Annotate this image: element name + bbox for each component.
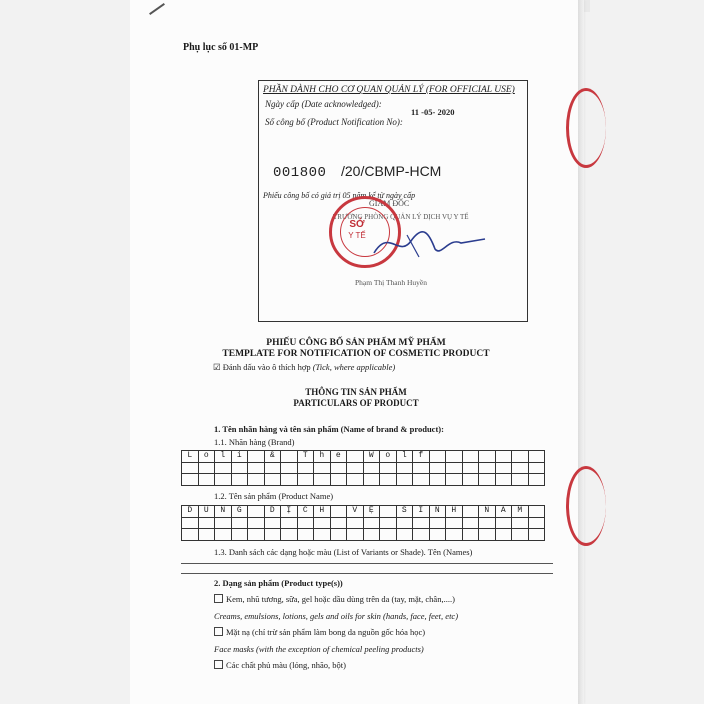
grid-cell (215, 474, 232, 486)
product-char (248, 506, 265, 518)
grid-cell (264, 517, 281, 529)
brand-char: i (231, 451, 248, 463)
brand-char: l (215, 451, 232, 463)
signature-icon (369, 223, 489, 263)
grid-cell (347, 529, 364, 541)
checkbox-tints[interactable] (214, 660, 223, 669)
grid-cell (512, 451, 529, 463)
grid-cell (198, 517, 215, 529)
grid-cell (495, 529, 512, 541)
grid-cell (495, 517, 512, 529)
grid-cell (479, 529, 496, 541)
option-creams-vn (214, 594, 455, 604)
grid-cell (446, 529, 463, 541)
product-char: U (198, 506, 215, 518)
grid-cell (314, 462, 331, 474)
grid-cell (198, 529, 215, 541)
brand-char: l (396, 451, 413, 463)
grid-cell (413, 529, 430, 541)
product-grid-row2 (182, 517, 545, 529)
grid-cell (528, 451, 545, 463)
grid-cell (495, 451, 512, 463)
grid-cell (462, 529, 479, 541)
grid-cell (396, 517, 413, 529)
grid-cell (528, 462, 545, 474)
variants-line-2 (181, 573, 553, 574)
signer-department: TRƯỞNG PHÒNG QUẢN LÝ DỊCH VỤ Y TẾ (333, 213, 469, 221)
brand-char (248, 451, 265, 463)
grid-cell (215, 462, 232, 474)
grid-cell (314, 474, 331, 486)
product-grid-row1 (182, 506, 545, 518)
tick-label-en: (Tick, where applicable) (312, 362, 396, 372)
product-name-label: 1.2. Tên sản phẩm (Product Name) (214, 491, 334, 501)
option-creams-en: Creams, emulsions, lotions, gels and oils for skin (hands, face, feet, etc) (214, 611, 459, 621)
product-char: H (446, 506, 463, 518)
signer-name: Phạm Thị Thanh Huyền (355, 278, 428, 287)
grid-cell (380, 474, 397, 486)
product-char: I (413, 506, 430, 518)
grid-cell (215, 529, 232, 541)
grid-cell (363, 474, 380, 486)
grid-cell (363, 517, 380, 529)
product-char (330, 506, 347, 518)
form-title-en: TEMPLATE FOR NOTIFICATION OF COSMETIC PRODUCT (222, 349, 490, 359)
brand-char: h (314, 451, 331, 463)
grid-cell (528, 517, 545, 529)
grid-cell (264, 462, 281, 474)
brand-char: L (182, 451, 199, 463)
grid-cell (281, 517, 298, 529)
grid-cell (396, 474, 413, 486)
grid-cell (462, 517, 479, 529)
official-use-heading: PHẦN DÀNH CHO CƠ QUAN QUẢN LÝ (FOR OFFICIAL USE) (263, 85, 515, 95)
option-tints-vn-text: Các chất phủ màu (lỏng, nhão, bột) (226, 660, 346, 670)
option-masks-en: Face masks (with the exception of chemical peeling products) (214, 644, 424, 654)
product-char: N (429, 506, 446, 518)
grid-cell (297, 462, 314, 474)
product-char: M (512, 506, 529, 518)
grid-cell (429, 451, 446, 463)
product-char: C (297, 506, 314, 518)
brand-char: o (380, 451, 397, 463)
product-char: N (215, 506, 232, 518)
grid-cell (528, 506, 545, 518)
official-use-box (258, 80, 528, 322)
product-char: G (231, 506, 248, 518)
grid-cell (215, 517, 232, 529)
product-grid (181, 505, 545, 541)
grid-cell (231, 462, 248, 474)
grid-cell (396, 462, 413, 474)
brand-char (281, 451, 298, 463)
grid-cell (248, 462, 265, 474)
grid-cell (528, 529, 545, 541)
tick-instruction (213, 362, 395, 373)
grid-cell (264, 474, 281, 486)
grid-cell (479, 517, 496, 529)
brand-char (347, 451, 364, 463)
grid-cell (248, 474, 265, 486)
grid-cell (248, 529, 265, 541)
section1-heading: 1. Tên nhãn hàng và tên sản phẩm (Name of brand & product): (214, 424, 444, 434)
variants-label: 1.3. Danh sách các dạng hoặc màu (List of Variants or Shade). Tên (Names) (214, 547, 473, 557)
brand-grid (181, 450, 545, 486)
grid-cell (363, 462, 380, 474)
form-title-vn: PHIẾU CÔNG BỐ SẢN PHẨM MỸ PHẨM (266, 338, 446, 348)
grid-cell (495, 462, 512, 474)
validity-note: Phiếu công bố có giá trị 05 năm kể từ ngày cấp (263, 191, 416, 200)
option-creams-vn-text: Kem, nhũ tương, sữa, gel hoặc dầu dùng trên da (tay, mặt, chân,....) (226, 594, 455, 604)
option-masks-vn-text: Mặt nạ (chỉ trừ sản phẩm làm bong da nguồn gốc hóa học) (226, 627, 426, 637)
signer-title: GIÁM ĐỐC (369, 199, 410, 208)
grid-cell (347, 517, 364, 529)
grid-cell (297, 529, 314, 541)
side-seal-bottom-icon (566, 466, 606, 546)
brand-char: & (264, 451, 281, 463)
grid-cell (512, 474, 529, 486)
brand-char: e (330, 451, 347, 463)
grid-cell (363, 529, 380, 541)
product-char: D (264, 506, 281, 518)
brand-char: o (198, 451, 215, 463)
brand-grid-row1 (182, 451, 545, 463)
notification-number: 001800 (273, 165, 327, 181)
date-acknowledged-label: Ngày cấp (Date acknowledged): (265, 99, 382, 109)
grid-cell (281, 474, 298, 486)
grid-cell (182, 474, 199, 486)
variants-line-1 (181, 563, 553, 564)
grid-cell (281, 462, 298, 474)
grid-cell (264, 529, 281, 541)
product-char: S (396, 506, 413, 518)
grid-cell (281, 529, 298, 541)
grid-cell (231, 474, 248, 486)
product-char: A (495, 506, 512, 518)
brand-char: T (297, 451, 314, 463)
grid-cell (429, 462, 446, 474)
product-grid-row3 (182, 529, 545, 541)
seal-text-line2: Y TẾ (348, 231, 366, 240)
brand-char: f (413, 451, 430, 463)
grid-cell (182, 462, 199, 474)
grid-cell (446, 517, 463, 529)
grid-cell (314, 529, 331, 541)
grid-cell (182, 529, 199, 541)
product-char (462, 506, 479, 518)
grid-cell (413, 517, 430, 529)
grid-cell (380, 462, 397, 474)
checked-box-icon: ☑ (213, 362, 221, 372)
grid-cell (248, 517, 265, 529)
grid-cell (413, 474, 430, 486)
checkbox-masks[interactable] (214, 627, 223, 636)
grid-cell (396, 529, 413, 541)
grid-cell (512, 462, 529, 474)
grid-cell (330, 529, 347, 541)
grid-cell (528, 474, 545, 486)
grid-cell (446, 462, 463, 474)
grid-cell (347, 462, 364, 474)
grid-cell (413, 462, 430, 474)
side-seal-top-icon (566, 88, 606, 168)
grid-cell (231, 517, 248, 529)
grid-cell (446, 474, 463, 486)
grid-cell (495, 474, 512, 486)
particulars-title-vn: THÔNG TIN SẢN PHẨM (305, 387, 407, 397)
grid-cell (512, 517, 529, 529)
particulars-title-en: PARTICULARS OF PRODUCT (293, 398, 419, 408)
grid-cell (330, 517, 347, 529)
grid-cell (297, 517, 314, 529)
option-tints-vn (214, 660, 346, 670)
date-acknowledged-value: 11 -05- 2020 (411, 107, 455, 117)
grid-cell (462, 462, 479, 474)
grid-cell (512, 529, 529, 541)
product-char: N (479, 506, 496, 518)
grid-cell (314, 517, 331, 529)
option-masks-vn (214, 627, 425, 637)
grid-cell (479, 462, 496, 474)
product-char: V (347, 506, 364, 518)
grid-cell (479, 474, 496, 486)
product-char: D (182, 506, 199, 518)
section2-heading: 2. Dạng sản phẩm (Product type(s)) (214, 578, 343, 588)
grid-cell (182, 517, 199, 529)
product-char: Ị (281, 506, 298, 518)
product-char (380, 506, 397, 518)
brand-grid-row2 (182, 462, 545, 474)
grid-cell (198, 474, 215, 486)
grid-cell (446, 451, 463, 463)
grid-cell (462, 474, 479, 486)
brand-char: W (363, 451, 380, 463)
grid-cell (231, 529, 248, 541)
checkbox-creams[interactable] (214, 594, 223, 603)
grid-cell (380, 517, 397, 529)
grid-cell (330, 474, 347, 486)
grid-cell (479, 451, 496, 463)
brand-label: 1.1. Nhãn hàng (Brand) (214, 437, 295, 447)
grid-cell (429, 474, 446, 486)
grid-cell (429, 529, 446, 541)
grid-cell (347, 474, 364, 486)
notification-number-label: Số công bố (Product Notification No): (265, 117, 403, 127)
appendix-label: Phụ lục số 01-MP (183, 42, 259, 53)
product-char: H (314, 506, 331, 518)
grid-cell (297, 474, 314, 486)
grid-cell (198, 462, 215, 474)
brand-grid-row3 (182, 474, 545, 486)
grid-cell (330, 462, 347, 474)
grid-cell (462, 451, 479, 463)
notification-suffix: /20/CBMP-HCM (341, 163, 442, 179)
product-char: Ệ (363, 506, 380, 518)
grid-cell (380, 529, 397, 541)
tick-label: Đánh dấu vào ô thích hợp (222, 362, 311, 372)
grid-cell (429, 517, 446, 529)
seal-text-line1: SỞ (349, 219, 365, 230)
